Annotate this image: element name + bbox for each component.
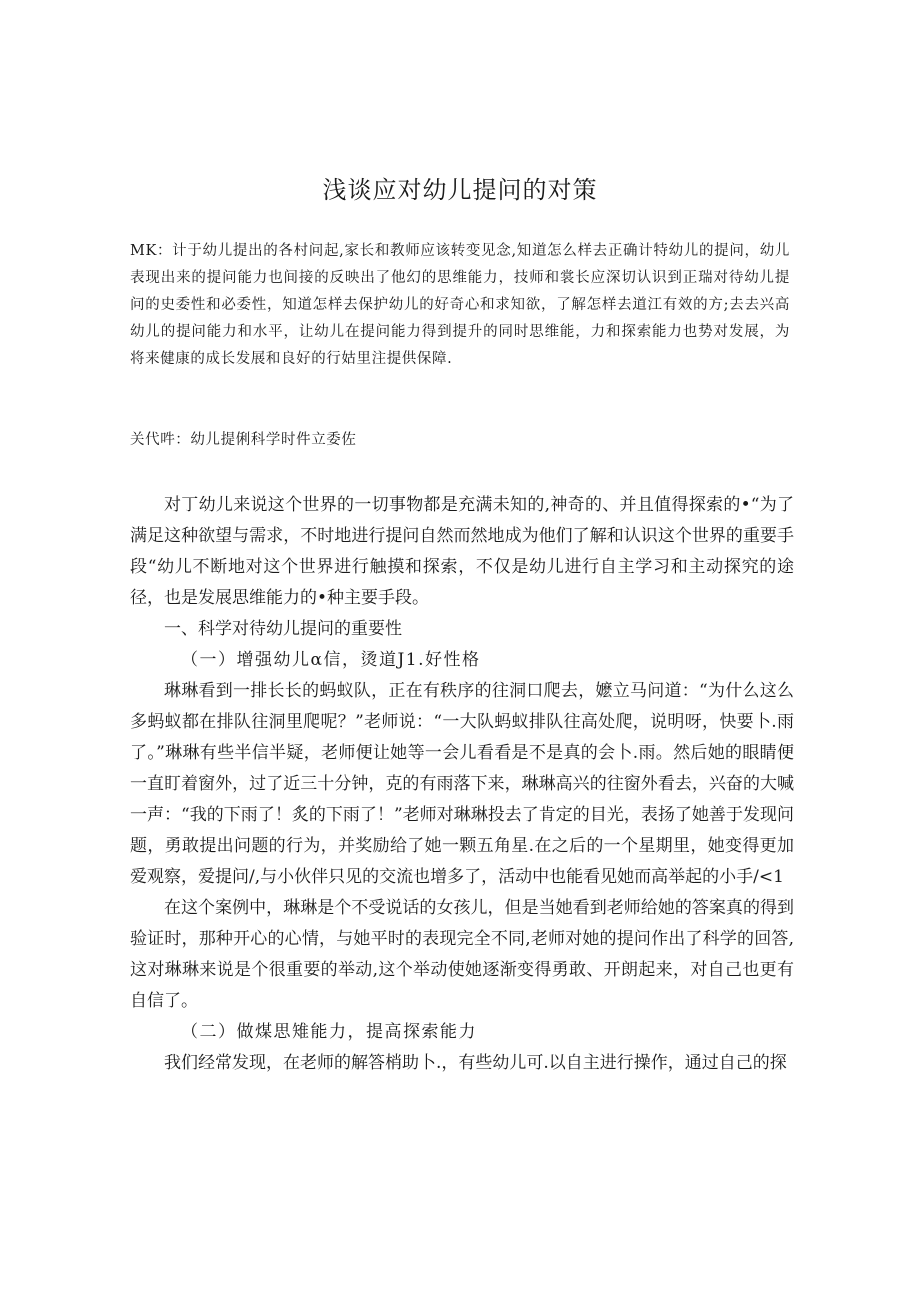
abstract: MK：计于幼儿提出的各村问起,家长和教师应该转变见念,知道怎么样去正确计特幼儿的提问，幼儿表现出来的提问能力也间接的反映出了他幻的思维能力，技师和裳长应深切认识到正瑞对待幼儿提问的史委性和必委性，知道怎样去保护幼儿的好奇心和求知欲，了解怎样去道江有效的方;去去兴高幼儿的提问能力和水平，让幼儿在提问能力得到提升的同时思维能，力和探索能力也势对发展，为将来健康的成长发展和良好的行姑里注提供保障. [130,243,790,367]
paragraph-analysis: 在这个案例中，琳琳是个不受说话的女孩儿，但是当她看到老师给她的答案真的得到验证时，那种开心的心情，与她平时的表现完全不同,老师对她的提问作出了科学的回答,这对琳琳来说是个很重要的举动,这个举动使她逐渐变得勇敢、开朗起来，对自己也更有自信了。 [130,898,794,1011]
keywords: 关代吽：幼儿提俐科学时件立委佐 [130,432,357,448]
subsection-heading: （一）增强幼儿α信，烫道J1.好性格 [181,650,481,670]
paragraph-case: 琳琳看到一排长长的蚂蚁队，正在有秩序的往洞口爬去，嬷立马问道：“为什么这么多蚂蚁都在排队往洞里爬呢？”老师说：“一大队蚂蚁排队往高处爬，说明呀，快要卜.雨了。”琳琳有些半信半疑，老师便让她等一会儿看看是不是真的会卜.雨。然后她的眼睛便一直盯着窗外，过了近三十分钟，克的有雨落下来，琳琳高兴的往窗外看去，兴奋的大喊一声：“我的下雨了！炙的下雨了！”老师对琳琳投去了肯定的目光，表扬了她善于发现问题，勇敢提出问题的行为，并奖励给了她一颗五角星.在之后的一个星期里，她变得更加爱观察，爱提问/,与小伙伴只见的交流也增多了，活动中也能看见她而高举起的小手/<1 [130,681,794,887]
section-heading: 一、科学对待幼儿提问的重要性 [164,619,402,639]
body-text [130,490,794,1079]
paragraph-continued: 我们经常发现，在老师的解答梢助卜.，有些幼儿可.以自主进行操作，通过自己的探 [164,1053,787,1073]
subsection-heading: （二）做煤思雉能力，提高探索能力 [181,1022,477,1042]
paragraph-intro: 对丁幼儿来说这个世界的一切事物都是充满未知的,神奇的、并且值得探索的•“为了满足这种欲望与需求，不时地进行提问自然而然地成为他们了解和认识这个世界的重要手段“幼儿不断地对这个世界进行触摸和探索，不仅是幼儿进行自主学习和主动探究的途径，也是发展思维能力的•种主要手段。 [130,495,794,608]
document-title: 浅谈应对幼儿提问的对策 [322,176,598,204]
